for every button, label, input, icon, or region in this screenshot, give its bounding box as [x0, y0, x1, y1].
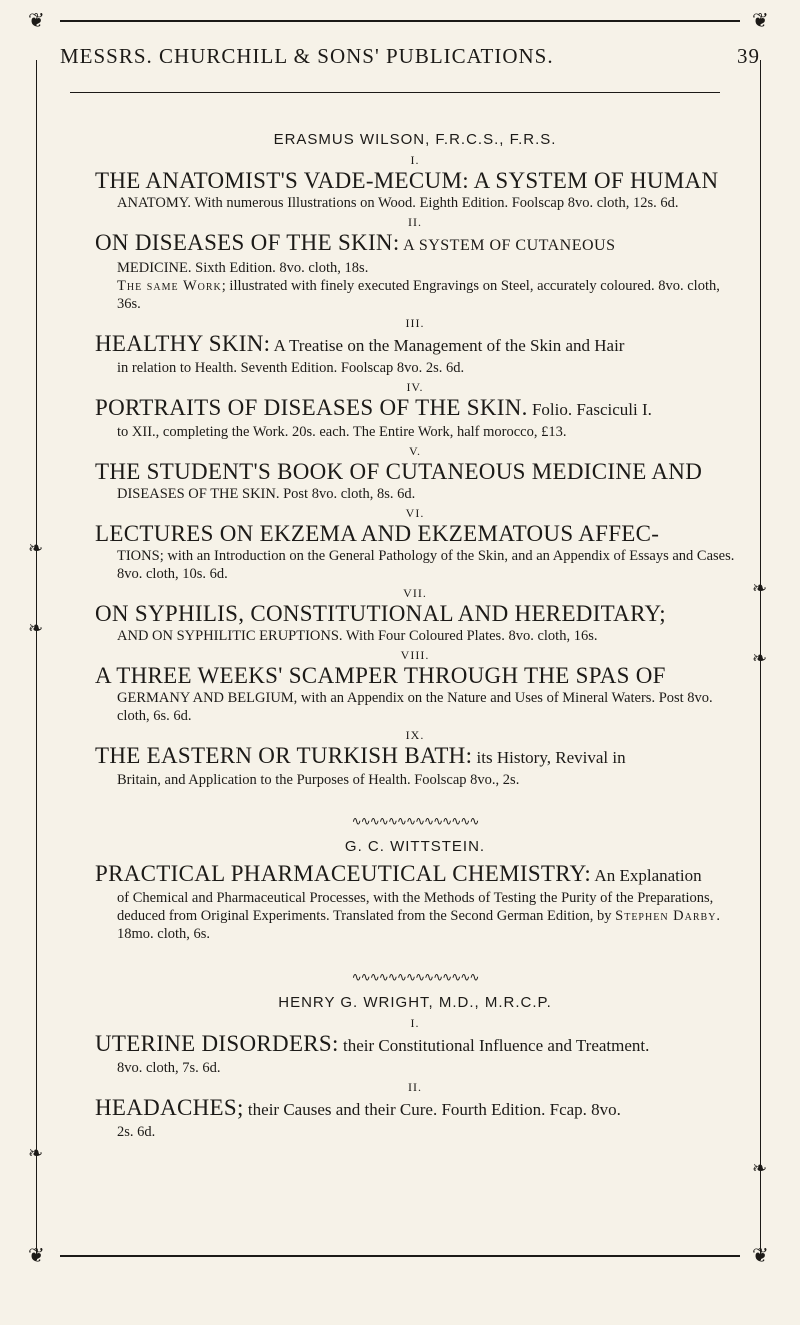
left-border: [36, 60, 37, 1260]
entry-number: VIII.: [400, 648, 430, 662]
entry-description: AND ON SYPHILITIC ERUPTIONS. With Four Coloured Plates. 8vo. cloth, 16s.: [117, 628, 598, 644]
entry-description: TIONS; with an Introduction on the General Pathology of the Skin, and an Appendix of Essays and Cases. 8vo. cloth, 10s. 6d.: [117, 548, 735, 582]
page-number: 39: [737, 44, 760, 68]
entry-number: III.: [405, 316, 425, 330]
entry-title: LECTURES ON EKZEMA AND EKZEMATOUS AFFEC-: [95, 521, 660, 546]
entry-description-line: MEDICINE. Sixth Edition. 8vo. cloth, 18s.: [117, 260, 369, 276]
list-item: [95, 1080, 735, 1141]
publications-list: [95, 130, 735, 1141]
entry-description-text: of Chemical and Pharmaceutical Processes, with the Methods of Testing the Purity of the Preparations, deduced from Original Experiments. Translated from the Second German Edition, by: [117, 890, 714, 924]
list-item: [95, 506, 735, 583]
entry-title-main: UTERINE DISORDERS:: [95, 1031, 339, 1056]
entry-number: I.: [410, 1016, 420, 1030]
corner-ornament-bottom-left: ❦: [28, 1243, 45, 1267]
entry-title: [95, 1031, 735, 1059]
side-ornament-left-3: ❧: [28, 1143, 44, 1164]
entry-title: ON SYPHILIS, CONSTITUTIONAL AND HEREDITARY;: [95, 601, 666, 626]
corner-ornament-bottom-right: ❦: [752, 1243, 769, 1267]
entry-number: VII.: [403, 586, 427, 600]
side-ornament-right-1: ❧: [752, 578, 768, 599]
entry-title-rest: its History, Revival in: [472, 748, 626, 767]
list-item: [95, 1016, 735, 1077]
author-heading: G. C. WITTSTEIN.: [344, 838, 486, 855]
section-divider: ∿∿∿∿∿∿∿∿∿∿∿∿∿∿: [351, 970, 479, 984]
section-divider: ∿∿∿∿∿∿∿∿∿∿∿∿∿∿: [351, 814, 479, 828]
entry-title: [95, 743, 735, 771]
list-item: [95, 586, 735, 645]
entry-number: V.: [408, 444, 422, 458]
list-item: [95, 153, 735, 212]
list-item: [95, 861, 735, 943]
entry-description: in relation to Health. Seventh Edition. Foolscap 8vo. 2s. 6d.: [117, 360, 465, 376]
side-ornament-right-2: ❧: [752, 648, 768, 669]
entry-title: [95, 331, 735, 359]
author-heading: HENRY G. WRIGHT, M.D., M.R.C.P.: [278, 994, 552, 1011]
side-ornament-right-3: ❧: [752, 1158, 768, 1179]
entry-title-main: HEALTHY SKIN:: [95, 331, 271, 356]
entry-description: DISEASES OF THE SKIN. Post 8vo. cloth, 8s. 6d.: [117, 486, 416, 502]
bottom-rule: [60, 1255, 740, 1257]
entry-description: [117, 889, 735, 943]
entry-title: [95, 230, 735, 259]
entry-title-rest: their Constitutional Influence and Treatment.: [338, 1036, 650, 1055]
side-ornament-left-1: ❧: [28, 538, 44, 559]
entry-title: THE ANATOMIST'S VADE-MECUM: A SYSTEM OF HUMAN: [95, 168, 719, 193]
entry-number: I.: [410, 153, 420, 167]
entry-title-main: PRACTICAL PHARMACEUTICAL CHEMISTRY:: [95, 861, 592, 886]
author-heading: ERASMUS WILSON, F.R.C.S., F.R.S.: [273, 131, 557, 148]
entry-title-rest: A Treatise on the Management of the Skin and Hair: [270, 336, 625, 355]
entry-title-main: ON DISEASES OF THE SKIN:: [95, 230, 400, 255]
entry-description: 2s. 6d.: [117, 1124, 156, 1140]
running-header: [60, 44, 760, 69]
corner-ornament-top-right: ❦: [752, 8, 769, 32]
entry-title: THE STUDENT'S BOOK OF CUTANEOUS MEDICINE AND: [95, 459, 703, 484]
entry-description: GERMANY AND BELGIUM, with an Appendix on the Nature and Uses of Mineral Waters. Post 8vo. cloth, 6s. 6d.: [117, 690, 713, 724]
entry-description-text: ; illustrated with finely executed Engravings on Steel, accurately coloured. 8vo. cloth, 36s.: [117, 278, 720, 312]
top-rule: [60, 20, 740, 22]
entry-description-smallcaps: Stephen Darby: [615, 908, 717, 924]
entry-title-main: PORTRAITS OF DISEASES OF THE SKIN.: [95, 395, 528, 420]
header-rule: [70, 92, 720, 93]
entry-description: 8vo. cloth, 7s. 6d.: [117, 1060, 221, 1076]
entry-number: IX.: [405, 728, 425, 742]
entry-number: II.: [408, 215, 422, 229]
entry-description-smallcaps: The same Work: [117, 278, 222, 294]
corner-ornament-top-left: ❦: [28, 8, 45, 32]
entry-title: [95, 395, 735, 423]
entry-title-main: HEADACHES;: [95, 1095, 244, 1120]
entry-number: VI.: [405, 506, 425, 520]
list-item: [95, 380, 735, 441]
entry-title-cont: A SYSTEM OF CUTANEOUS: [399, 237, 616, 254]
entry-description: Britain, and Application to the Purposes of Health. Foolscap 8vo., 2s.: [117, 772, 520, 788]
entry-description-end: . 18mo. cloth, 6s.: [117, 908, 721, 942]
entry-title: [95, 1095, 735, 1123]
entry-description: ANATOMY. With numerous Illustrations on Wood. Eighth Edition. Foolscap 8vo. cloth, 12s. 6d.: [117, 195, 679, 211]
entry-number: IV.: [406, 380, 424, 394]
entry-title: A THREE WEEKS' SCAMPER THROUGH THE SPAS OF: [95, 663, 666, 688]
list-item: [95, 444, 735, 503]
list-item: [95, 728, 735, 789]
entry-title-rest: An Explanation: [591, 866, 702, 885]
entry-description: to XII., completing the Work. 20s. each. The Entire Work, half morocco, £13.: [117, 424, 567, 440]
entry-title-rest: their Causes and their Cure. Fourth Edition. Fcap. 8vo.: [243, 1100, 621, 1119]
entry-title-main: THE EASTERN OR TURKISH BATH:: [95, 743, 473, 768]
entry-description: [117, 259, 735, 313]
side-ornament-left-2: ❧: [28, 618, 44, 639]
list-item: [95, 316, 735, 377]
entry-title-rest: Folio. Fasciculi I.: [527, 400, 652, 419]
entry-title: [95, 861, 735, 889]
entry-number: II.: [408, 1080, 422, 1094]
running-title: MESSRS. CHURCHILL & SONS' PUBLICATIONS.: [60, 44, 554, 68]
list-item: [95, 648, 735, 725]
list-item: [95, 215, 735, 313]
entry-description-line: [117, 277, 735, 313]
